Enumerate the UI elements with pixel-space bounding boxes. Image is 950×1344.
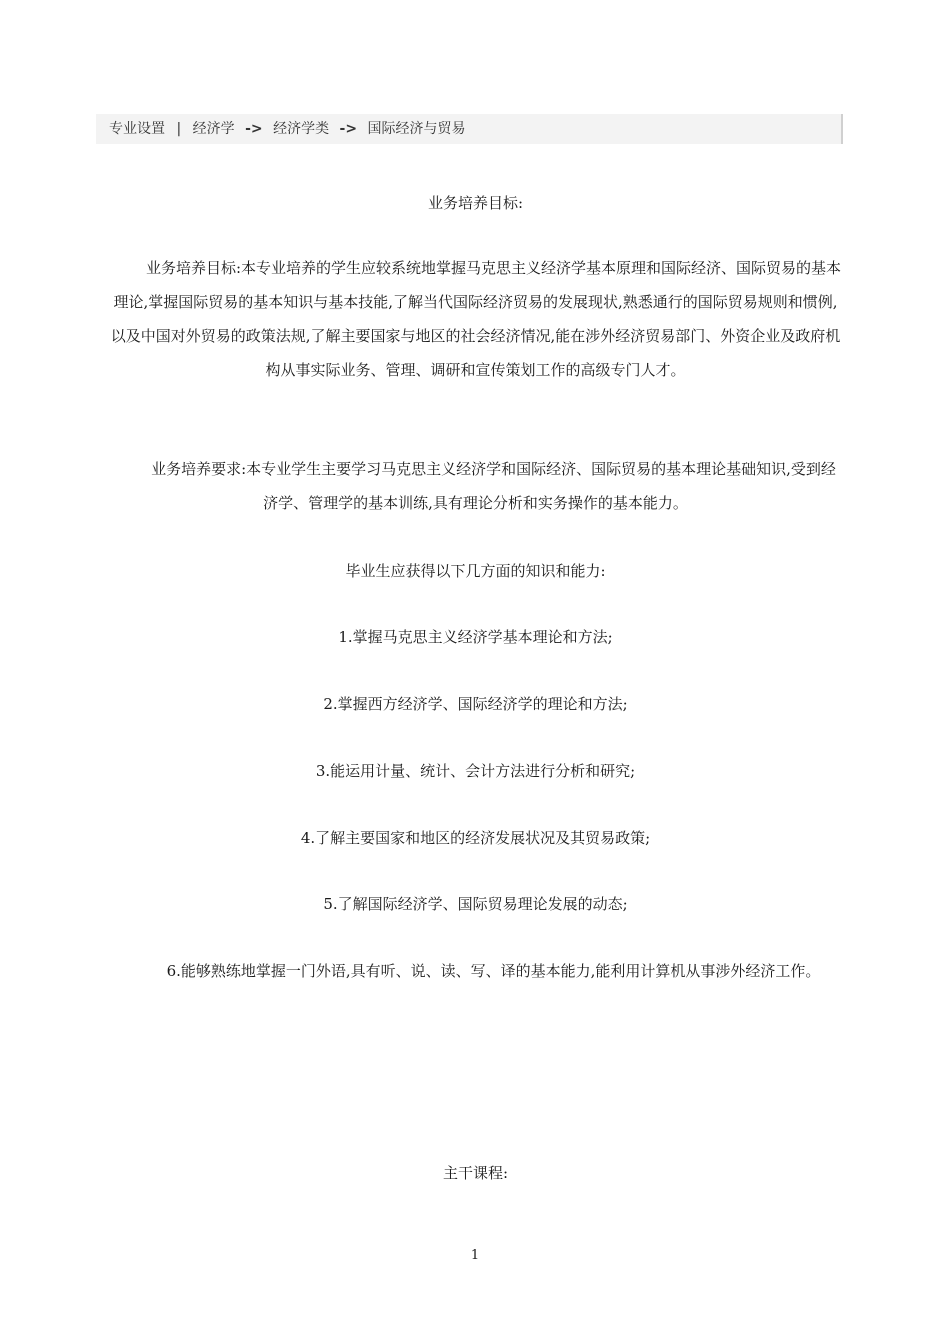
- breadcrumb-separator: |: [176, 121, 182, 137]
- ability-item: 5.了解国际经济学、国际贸易理论发展的动态;: [323, 895, 628, 913]
- breadcrumb-item-major[interactable]: 国际经济与贸易: [367, 121, 466, 137]
- breadcrumb-arrow: ->: [245, 121, 263, 137]
- page-number: 1: [470, 1248, 480, 1263]
- requirement-paragraph: 业务培养要求:本专业学生主要学习马克思主义经济学和国际经济、国际贸易的基本理论基础知识,受到经济学、管理学的基本训练,具有理论分析和实务操作的基本能力。: [151, 460, 836, 512]
- ability-item: 2.掌握西方经济学、国际经济学的理论和方法;: [323, 695, 628, 713]
- goal-heading: 业务培养目标:: [427, 194, 524, 212]
- breadcrumb-arrow: ->: [339, 121, 358, 137]
- breadcrumb-item-category[interactable]: 经济学类: [273, 121, 330, 137]
- ability-item: 4.了解主要国家和地区的经济发展状况及其贸易政策;: [300, 829, 651, 847]
- ability-item: 1.掌握马克思主义经济学基本理论和方法;: [338, 628, 613, 646]
- abilities-heading: 毕业生应获得以下几方面的知识和能力:: [345, 562, 606, 580]
- courses-heading: 主干课程:: [442, 1164, 509, 1182]
- breadcrumb: [96, 114, 843, 144]
- breadcrumb-item-discipline[interactable]: 经济学: [192, 121, 235, 137]
- ability-item: 6.能够熟练地掌握一门外语,具有听、说、读、写、译的基本能力,能利用计算机从事涉外经济工作。: [166, 962, 821, 980]
- goal-paragraph: 业务培养目标:本专业培养的学生应较系统地掌握马克思主义经济学基本原理和国际经济、国际贸易的基本理论,掌握国际贸易的基本知识与基本技能,了解当代国际经济贸易的发展现状,熟悉通行的国际贸易规则和惯例,以及中国对外贸易的政策法规,了解主要国家与地区的社会经济情况,能在涉外经济贸易部门、外资企业及政府机构从事实际业务、管理、调研和宣传策划工作的高级专门人才。: [110, 259, 842, 379]
- ability-item: 3.能运用计量、统计、会计方法进行分析和研究;: [315, 762, 636, 780]
- breadcrumb-root[interactable]: 专业设置: [109, 121, 165, 137]
